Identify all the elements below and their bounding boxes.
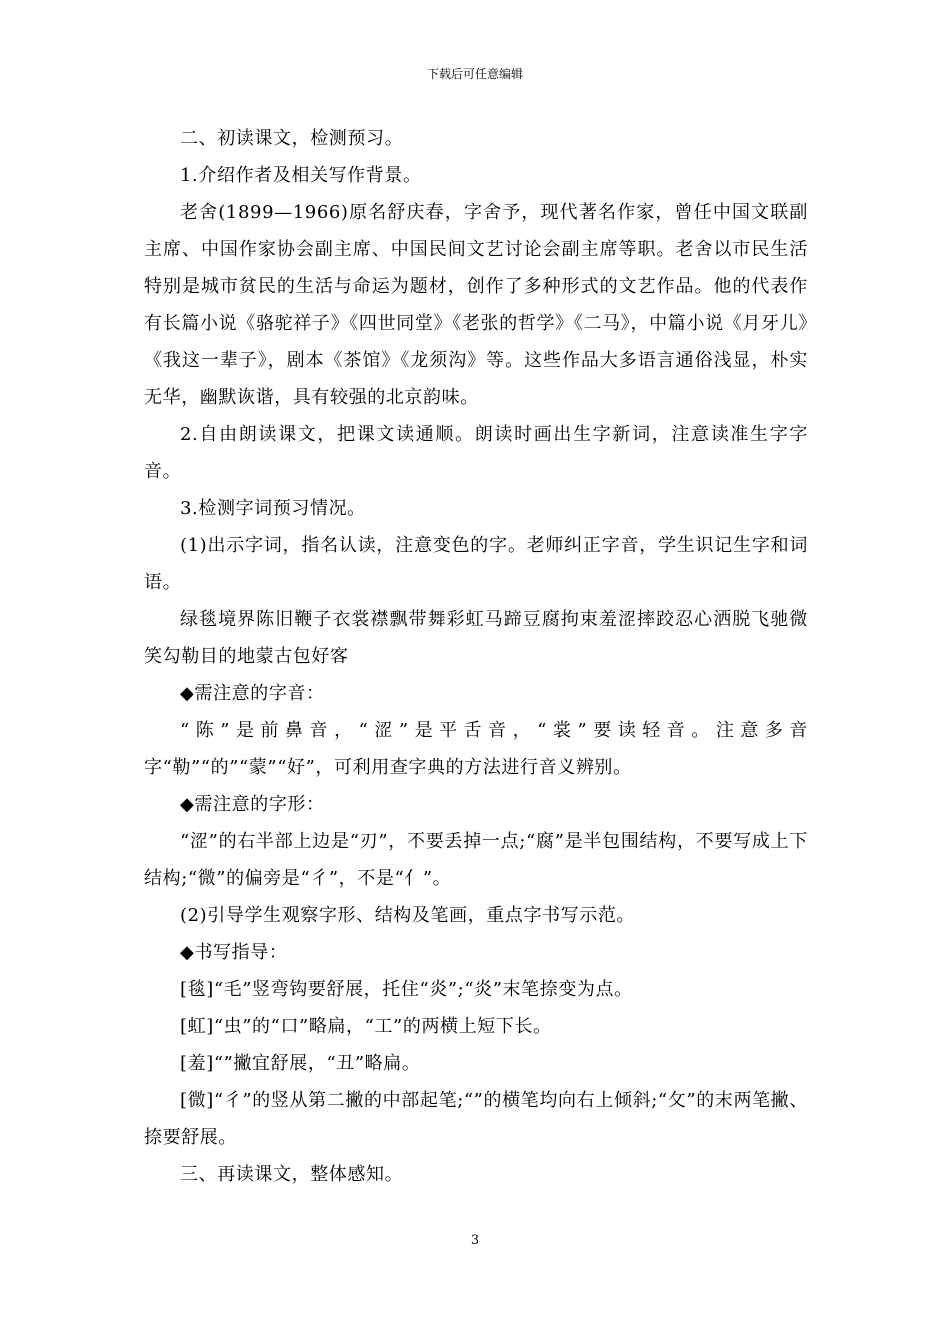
writing-guide-hong: [虹]“虫”的“口”略扁，“工”的两横上短下长。 xyxy=(180,1016,552,1037)
vocabulary-list: 绿毯境界陈旧鞭子衣裳襟飘带舞彩虹马蹄豆腐拘束羞涩摔跤忍心洒脱飞驰微笑勾勒目的地蒙古包好客 xyxy=(144,609,808,667)
glyph-form-notes: “涩”的右半部上边是“刃”，不要丢掉一点;“腐”是半包围结构，不要写成上下结构;“微”的偏旁是“彳”，不是“亻”。 xyxy=(144,831,808,889)
step-check-vocabulary: 3.检测字词预习情况。 xyxy=(180,498,366,519)
step-read-aloud: 2.自由朗读课文，把课文读通顺。朗读时画出生字新词，注意读准生字字音。 xyxy=(144,424,808,482)
writing-guide-tan: [毯]“毛”竖弯钩要舒展，托住“炎”;“炎”末笔捺变为点。 xyxy=(180,979,633,1000)
author-bio-paragraph: 老舍(1899—1966)原名舒庆春，字舍予，现代著名作家，曾任中国文联副主席、中国作家协会副主席、中国民间文艺讨论会副主席等职。老舍以市民生活特别是城市贫民的生活与命运为题材，创作了多种形式的文艺作品。他的代表作有长篇小说《骆驼祥子》《四世同堂》《老张的哲学》《二马》，中篇小说《月牙儿》《我这一辈子》，剧本《茶馆》《龙须沟》等。这些作品大多语言通俗浅显，朴实无华，幽默诙谐，具有较强的北京韵味。 xyxy=(144,202,808,408)
glyph-form-heading: ◆需注意的字形： xyxy=(180,794,325,815)
substep-show-words: (1)出示字词，指名认读，注意变色的字。老师纠正字音，学生识记生字和词语。 xyxy=(144,535,808,593)
writing-guide-xiu: [羞]“”撇宜舒展，“丑”略扁。 xyxy=(180,1053,421,1074)
section-heading-second-reading: 三、再读课文，整体感知。 xyxy=(180,1164,404,1185)
section-heading-first-reading: 二、初读课文，检测预习。 xyxy=(180,128,404,149)
writing-guide-wei: [微]“彳”的竖从第二撇的中部起笔;“”的横笔均向右上倾斜;“攵”的末两笔撇、捺要舒展。 xyxy=(144,1090,808,1148)
writing-guide-heading: ◆书写指导： xyxy=(180,942,288,963)
page-number: 3 xyxy=(470,1233,480,1248)
document-body xyxy=(144,120,808,1193)
substep-observe-glyphs: (2)引导学生观察字形、结构及笔画，重点字书写示范。 xyxy=(180,905,636,926)
pronunciation-heading: ◆需注意的字音： xyxy=(180,683,325,704)
page-header: 下载后可任意编辑 xyxy=(426,67,523,81)
step-author-background: 1.介绍作者及相关写作背景。 xyxy=(180,165,422,186)
pronunciation-notes: “陈”是前鼻音，“涩”是平舌音，“裳”要读轻音。注意多音字“勒”“的”“蒙”“好”，可利用查字典的方法进行音义辨别。 xyxy=(144,720,808,778)
